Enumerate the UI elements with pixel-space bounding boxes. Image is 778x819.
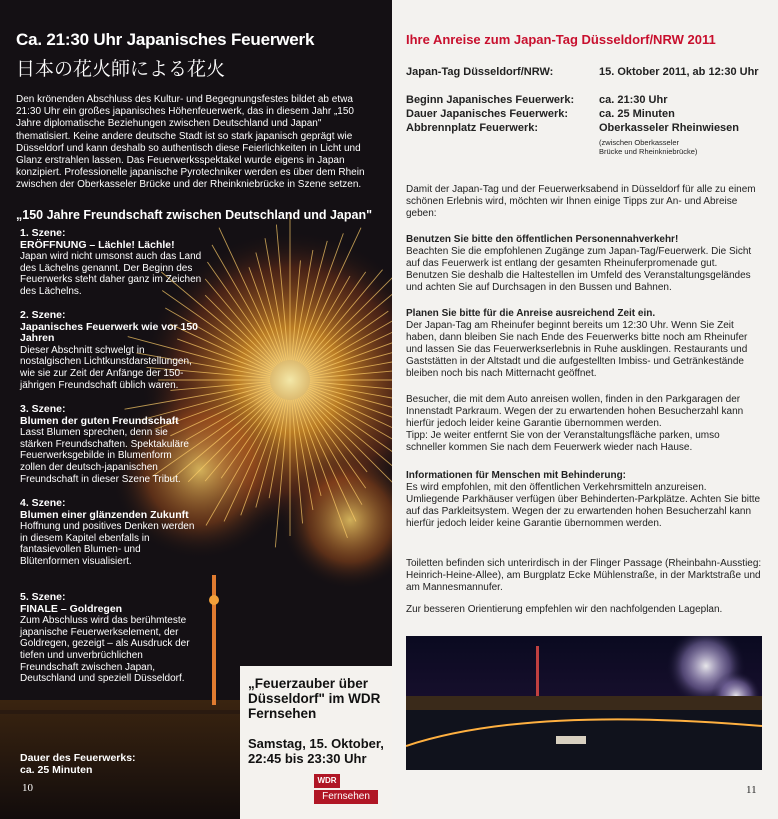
scene-text: Japan wird nicht umsonst auch das Land des Lächelns genannt. Der Beginn des Feuerwerks steht daher ganz im Zeichen des Lächelns.	[20, 251, 202, 297]
paragraph-heading: Informationen für Menschen mit Behinderung:	[406, 470, 627, 481]
scene-heading: Blumen der guten Freundschaft	[20, 414, 179, 427]
scene-number: 2. Szene:	[20, 309, 66, 321]
page-title: Ihre Anreise zum Japan-Tag Düsseldorf/NRW 2011	[406, 32, 716, 47]
intro-paragraph: Den krönenden Abschluss des Kultur- und Begegnungsfestes bildet ab etwa 21:30 Uhr ein großes japanisches Höhenfeuerwerk, das in diesem Jahr „150 Jahre diplomatische Beziehungen zwischen Deutschland und Japan" thematisiert. Keine andere deutsche Stadt ist so stark japanisch geprägt wie Düsseldorf und kann deshalb so authentisch diese Feierlichkeiten in Licht und Glanz erstrahlen lassen. Das Feuerwerksspektakel wurde eigens in Japan konzipiert. Professionelle japanische Pyrotechniker werden es über dem Rhein zwischen der Oberkasseler Brücke und der Rheinkniebrücke in Szene setzen.	[16, 94, 365, 191]
paragraph-toilets: Toiletten befinden sich unterirdisch in der Flinger Passage (Rheinbahn-Ausstieg: Heinrich-Heine-Allee), am Burgplatz Ecke Mühlenstraße, in der Marktstraße und am Mannesmannufer.	[406, 558, 762, 593]
intro-paragraph: Damit der Japan-Tag und der Feuerwerksabend in Düsseldorf für alle zu einem schönen Erlebnis wird, möchten wir Ihnen einige Tipps zur An- und Abreise geben:	[406, 184, 756, 219]
info-value: 15. Oktober 2011, ab 12:30 Uhr	[599, 66, 759, 78]
info-label: Japan-Tag Düsseldorf/NRW:	[406, 66, 554, 78]
scene-3	[20, 404, 200, 485]
section-heading: „150 Jahre Freundschaft zwischen Deutschland und Japan"	[16, 208, 373, 222]
place-note: (zwischen Oberkasseler Brücke und Rheinkniebrücke)	[599, 138, 698, 156]
info-value: Oberkasseler Rheinwiesen	[599, 122, 740, 134]
info-label: Beginn Japanisches Feuerwerk:	[406, 94, 575, 106]
paragraph-heading: Benutzen Sie bitte den öffentlichen Personennahverkehr!	[406, 234, 679, 245]
scene-number: 5. Szene:	[20, 591, 66, 603]
scene-text: Dieser Abschnitt schwelgt in nostalgischen Lichtkunstdarstellungen, wie sie zur Zeit der Anfänge der 150-jährigen Freundschaft üblich waren.	[20, 344, 192, 391]
scene-2	[20, 310, 205, 391]
page-number: 11	[746, 784, 757, 796]
scene-number: 3. Szene:	[20, 403, 66, 415]
scene-text: Lasst Blumen sprechen, denn sie stärken Freundschaften. Spektakuläre Feuerwerksgebilde in Blumenform zollen der deutsch-japanischen Freundschaft in dieser Szene Tribut.	[20, 427, 189, 485]
paragraph-text: Der Japan-Tag am Rheinufer beginnt bereits um 12:30 Uhr. Wenn Sie Zeit haben, dann bleiben Sie nach Ende des Feuerwerks bitte noch am Rheinufer und lassen Sie das Feuerwerkserlebnis in Ruhe ausklingen. Restaurants und Gaststätten in der Altstadt und die aufgestellten Imbiss- und Getränkestände bleiben noch bis nach Mitternacht geöffnet.	[406, 320, 748, 379]
city-night-photo	[406, 636, 762, 770]
paragraph-public-transport	[406, 234, 762, 294]
paragraph-time	[406, 308, 762, 380]
fireworks-duration	[20, 752, 136, 776]
right-page	[392, 0, 778, 819]
paragraph-accessibility	[406, 470, 762, 530]
page-number: 10	[22, 782, 33, 794]
info-value: ca. 25 Minuten	[599, 108, 675, 120]
scene-1	[20, 228, 220, 298]
paragraph-tip: Tipp: Je weiter entfernt Sie von der Veranstaltungsfläche parken, umso schneller kommen Sie nach dem Feuerwerk wieder nach Hause.	[406, 430, 720, 453]
info-label: Abbrennplatz Feuerwerk:	[406, 122, 539, 134]
page-title-japanese: 日本の花火師による花火	[16, 59, 226, 80]
scene-heading: FINALE – Goldregen	[20, 602, 123, 615]
paragraph-text: Beachten Sie die empfohlenen Zugänge zum Japan-Tag/Feuerwerk. Die Sicht auf das Feuerwerk ist entlang der gesamten Rheinuferpromenade gut. Benutzen Sie deshalb die Haltestellen im Umfeld des Veranstaltungsgeländes und achten Sie auf Durchsagen in den Bussen und Bahnen.	[406, 246, 752, 293]
scene-heading: Japanisches Feuerwerk wie vor 150 Jahren	[20, 320, 199, 345]
scene-heading: ERÖFFNUNG – Lächle! Lächle!	[20, 238, 175, 251]
paragraph-map-hint: Zur besseren Orientierung empfehlen wir den nachfolgenden Lageplan.	[406, 604, 723, 615]
scene-5	[20, 592, 195, 685]
paragraph-heading: Planen Sie bitte für die Anreise ausreichend Zeit ein.	[406, 308, 656, 319]
tv-title: „Feuerzauber über Düsseldorf" im WDR Fernsehen	[248, 676, 381, 721]
paragraph-text: Besucher, die mit dem Auto anreisen wollen, finden in den Parkgaragen der Innenstadt Parkraum. Wegen der zu erwartenden hohen Besucherzahl kann hierfür jedoch leider keine Garantie übernommen werden.	[406, 394, 744, 429]
tv-date: Samstag, 15. Oktober, 22:45 bis 23:30 Uhr	[248, 736, 384, 766]
paragraph-car	[406, 394, 762, 454]
tv-info-box	[240, 666, 392, 819]
scene-number: 4. Szene:	[20, 497, 66, 509]
scene-text: Hoffnung und positives Denken werden in diesem Kapitel ebenfalls in fantasievollen Blumen- und Blütenformen visualisiert.	[20, 521, 195, 567]
duration-value: ca. 25 Minuten	[20, 764, 93, 776]
page-title: Ca. 21:30 Uhr Japanisches Feuerwerk	[16, 30, 315, 49]
scene-number: 1. Szene:	[20, 227, 66, 239]
scene-text: Zum Abschluss wird das berühmteste japanische Feuerwerkselement, der Goldregen, gezeigt – als Ausdruck der tiefen und unverbrüchlichen Freundschaft zwischen Japan, Deutschland und speziell Düsseldorf.	[20, 615, 190, 685]
wdr-logo-subtitle: Fernsehen	[314, 790, 378, 804]
wdr-logo: WDR	[314, 774, 340, 788]
duration-label: Dauer des Feuerwerks:	[20, 752, 136, 764]
paragraph-text: Es wird empfohlen, mit den öffentlichen Verkehrsmitteln anzureisen. Umliegende Parkhäuser verfügen über Behinderten-Parkplätze. Achten Sie bitte auf das Parkleitsystem. Wegen der zu erwartenden hohen Besucherzahl kann hierfür jedoch leider keine Garantie übernommen werden.	[406, 482, 761, 529]
info-value: ca. 21:30 Uhr	[599, 94, 668, 106]
scene-4	[20, 498, 195, 568]
scene-heading: Blumen einer glänzenden Zukunft	[20, 508, 189, 521]
info-label: Dauer Japanisches Feuerwerk:	[406, 108, 569, 120]
